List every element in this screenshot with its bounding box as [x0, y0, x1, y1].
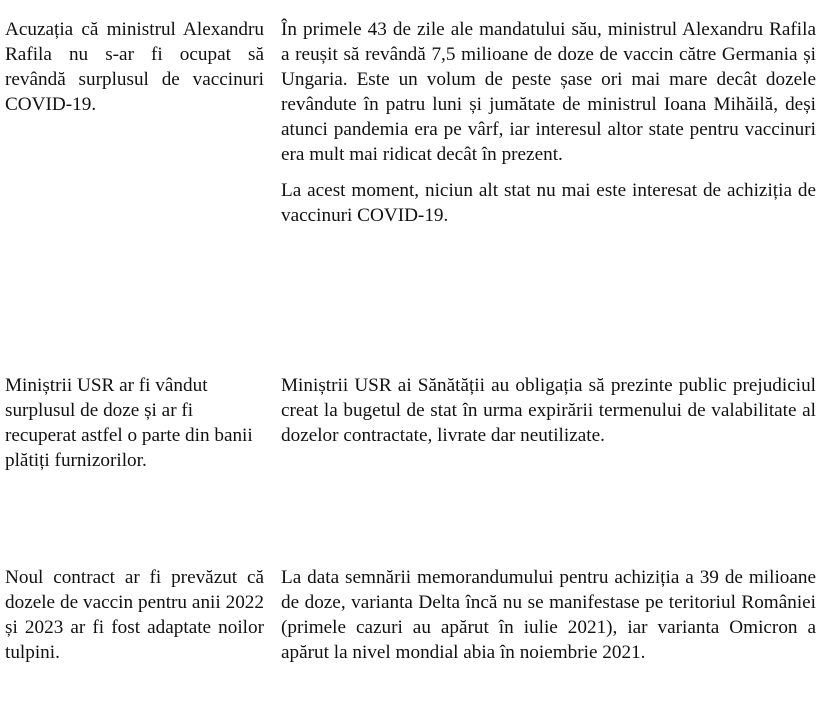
claim-text-3: Noul contract ar fi prevăzut că dozele de vaccin pentru anii 2022 și 2023 ar fi fost adaptate noilor tulpini.	[5, 567, 264, 663]
response-paragraph-1a: În primele 43 de zile ale mandatului său, ministrul Alexandru Rafila a reușit să revândă 7,5 milioane de doze de vaccin către Germania și Ungaria. Este un volum de peste șase ori mai mare decât dozele revândute în patru luni și jumătate de ministrul Ioana Mihăilă, deși atunci pandemia era pe vârf, iar interesul altor state pentru vaccinuri era mult mai ridicat decât în prezent.	[281, 19, 816, 165]
response-paragraph-3: La data semnării memorandumului pentru achiziția a 39 de milioane de doze, varianta Delta încă nu se manifestase pe teritoriul României (primele cazuri au apărut în iulie 2021), iar varianta Omicron a apărut la nivel mondial abia în noiembrie 2021.	[281, 567, 816, 663]
claim-text-2: Miniștrii USR ar fi vândut surplusul de doze și ar fi recuperat astfel o parte din banii plătiți furnizorilor.	[5, 375, 253, 471]
claim-text-1: Acuzația că ministrul Alexandru Rafila nu s-ar fi ocupat să revândă surplusul de vaccinuri COVID-19.	[5, 19, 264, 115]
response-cell-3	[281, 565, 816, 665]
response-paragraph-2: Miniștrii USR ai Sănătății au obligația să prezinte public prejudiciul creat la bugetul de stat în urma expirării termenului de valabilitate al dozelor contractate, livrate dar neutilizate.	[281, 375, 816, 446]
response-paragraph-1b: La acest moment, niciun alt stat nu mai este interesat de achiziția de vaccinuri COVID-19.	[281, 180, 816, 226]
response-cell-1	[281, 17, 816, 228]
response-cell-2	[281, 373, 816, 448]
